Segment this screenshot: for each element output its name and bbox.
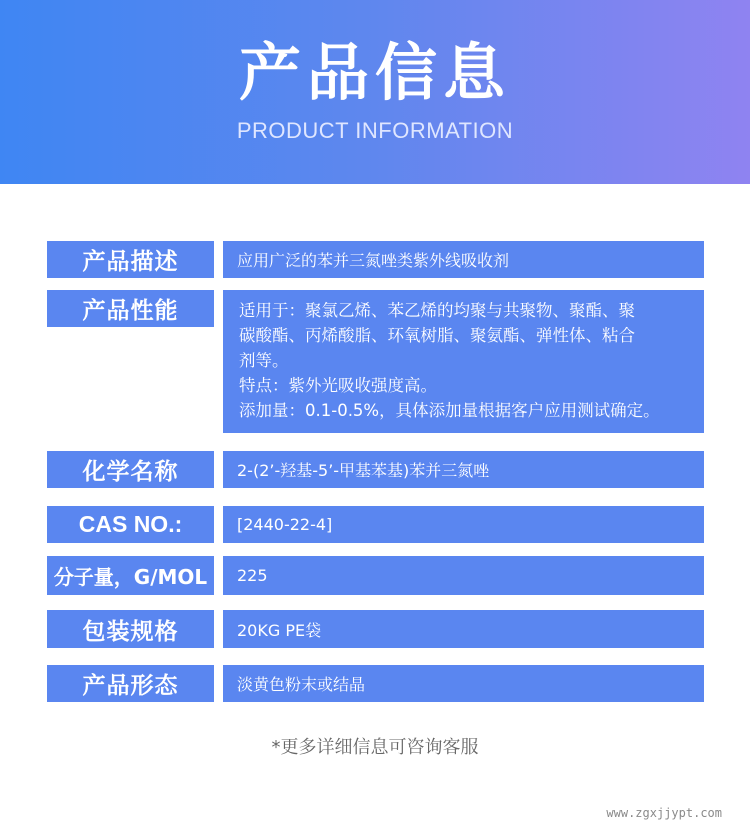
performance-line: 碳酸酯、丙烯酸脂、环氧树脂、聚氨酯、弹性体、粘合 (239, 326, 635, 345)
product-form-value: 淡黄色粉末或结晶 (223, 665, 704, 702)
chemical-name-label: 化学名称 (47, 451, 214, 488)
header-banner (0, 0, 750, 184)
performance-line: 添加量：0.1-0.5%，具体添加量根据客户应用测试确定。 (239, 401, 660, 420)
performance-line: 特点：紫外光吸收强度高。 (239, 376, 437, 395)
chemical-name-value: 2-(2’-羟基-5’-甲基苯基)苯并三氮唑 (223, 451, 704, 488)
molecular-weight-value: 225 (223, 556, 704, 595)
performance-line: 适用于：聚氯乙烯、苯乙烯的均聚与共聚物、聚酯、聚 (239, 301, 635, 320)
product-description-value: 应用广泛的苯并三氮唑类紫外线吸收剂 (223, 241, 704, 278)
molecular-weight-label: 分子量，G/MOL (47, 556, 214, 595)
packaging-label: 包装规格 (47, 610, 214, 648)
product-description-label: 产品描述 (47, 241, 214, 278)
performance-line: 剂等。 (239, 351, 289, 370)
page-subtitle: PRODUCT INFORMATION (236, 118, 514, 143)
product-form-label: 产品形态 (47, 665, 214, 702)
page-title: 产品信息 (238, 36, 511, 109)
packaging-value: 20KG PE袋 (223, 610, 704, 648)
contact-note: *更多详细信息可咨询客服 (271, 737, 479, 758)
cas-number-label: CAS NO.: (47, 506, 214, 543)
cas-number-value: [2440-22-4] (223, 506, 704, 543)
product-performance-value (223, 290, 704, 433)
watermark: www.zgxjjypt.com (606, 806, 722, 820)
product-performance-label: 产品性能 (47, 290, 214, 327)
